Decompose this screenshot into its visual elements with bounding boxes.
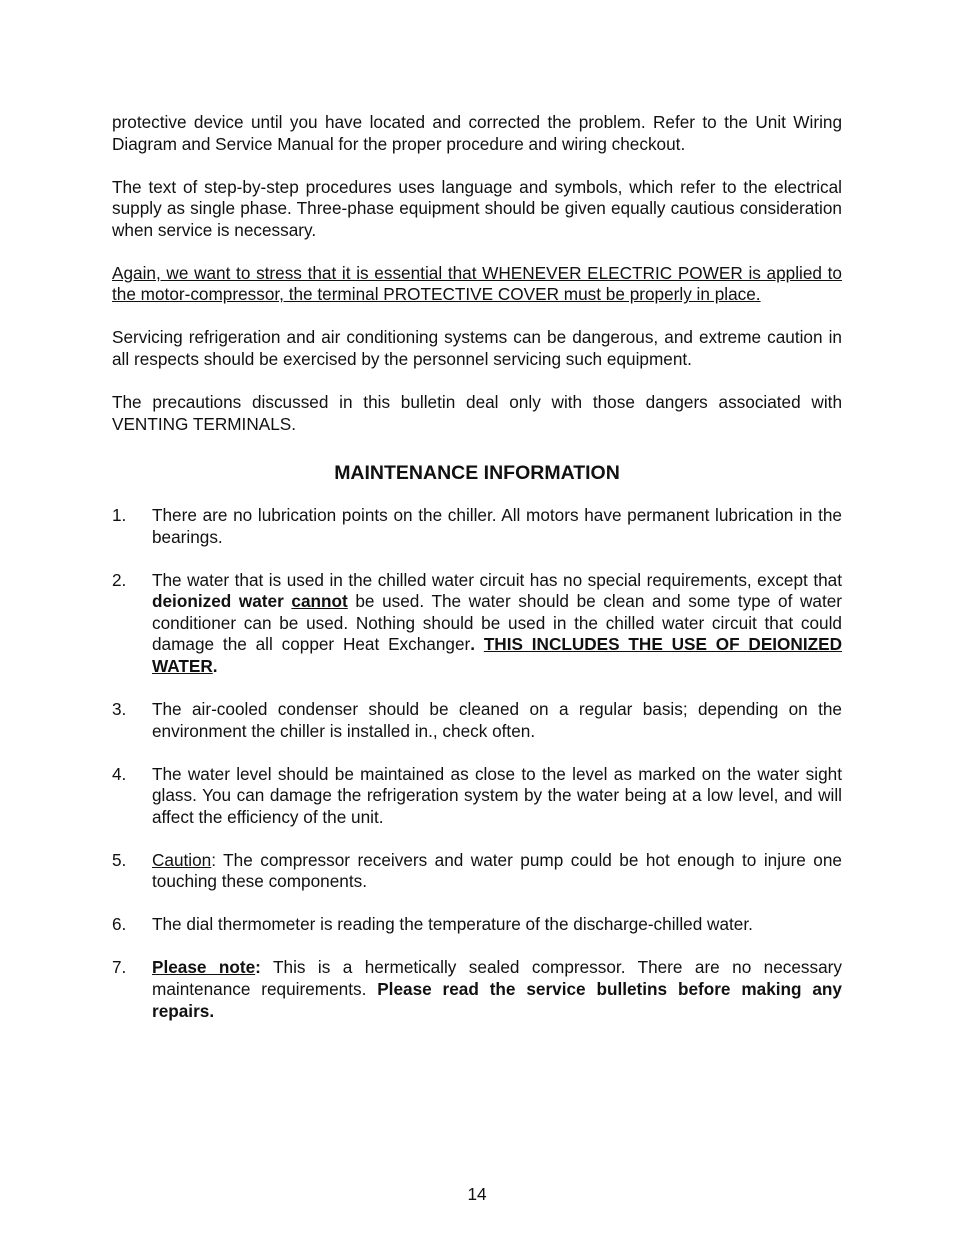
item-text [152,570,842,678]
item-number: 6. [112,914,127,935]
item-bold-underlined-run: cannot [291,591,348,612]
item-bold-run: . [212,656,218,677]
paragraph-step-by-step: The text of step-by-step procedures uses language and symbols, which refer to the electrical supply as single phase. Three-phase equipment should be given equally cautious consideration when service is necessary. [112,176,842,240]
item-bold-underlined-run: Please note [152,957,256,978]
item-text-run: The water that is used in the chilled water circuit has no special requirements, except that [152,569,842,590]
paragraph-servicing-caution: Servicing refrigeration and air conditioning systems can be dangerous, and extreme caution in all respects should be exercised by the personnel servicing such equipment. [112,327,842,369]
list-item [112,914,842,936]
paragraph-protective-device: protective device until you have located and corrected the problem. Refer to the Unit Wiring Diagram and Service Manual for the proper procedure and wiring checkout. [112,112,842,154]
item-underlined-run: Caution [152,849,212,870]
item-bold-run: Please read the service bulletins before making any repairs. [152,978,842,1021]
list-item [112,570,842,678]
item-text: The dial thermometer is reading the temperature of the discharge-chilled water. [152,914,753,935]
item-bold-run: . [470,634,484,655]
section-heading: MAINTENANCE INFORMATION [334,462,620,485]
item-text: The air-cooled condenser should be cleaned on a regular basis; depending on the environment the chiller is installed in., check often. [152,699,842,741]
item-number: 2. [112,569,127,590]
paragraph-precautions: The precautions discussed in this bulletin deal only with those dangers associated with VENTING TERMINALS. [112,391,842,434]
item-text [152,957,842,1022]
list-item [112,505,842,548]
item-text [152,850,842,893]
item-number: 7. [112,957,127,978]
item-text: The water level should be maintained as close to the level as marked on the water sight glass. You can damage the refrigeration system by the water being at a low level, and will affect the efficiency of the unit. [152,763,842,827]
item-text-run: be used. The water should be clean and some type of water conditioner can be used. Nothing should be used in the chilled water circuit that could damage the all copper Heat Exchanger [152,591,843,655]
list-item [112,957,842,1022]
item-bold-run: deionized water [152,591,284,612]
item-number: 1. [112,505,127,526]
item-number: 4. [112,763,127,784]
item-number: 3. [112,699,127,720]
item-bold-run: : [255,957,261,978]
maintenance-list [112,505,842,1022]
document-body [112,112,842,1044]
item-text-run: : The compressor receivers and water pump could be hot enough to injure one touching these components. [152,849,842,892]
item-number: 5. [112,849,127,870]
page-number: 14 [467,1184,487,1204]
list-item [112,764,842,829]
item-bold-underlined-run: THIS INCLUDES THE USE OF DEIONIZED WATER [152,634,842,677]
list-item [112,850,842,893]
paragraph-warning-underlined: Again, we want to stress that it is essential that WHENEVER ELECTRIC POWER is applied to the motor-compressor, the terminal PROTECTIVE COVER must be properly in place. [112,262,842,305]
list-item [112,699,842,742]
item-text-run: This is a hermetically sealed compressor. There are no necessary maintenance requirements. [152,957,842,999]
item-text: There are no lubrication points on the chiller. All motors have permanent lubrication in the bearings. [152,505,842,547]
